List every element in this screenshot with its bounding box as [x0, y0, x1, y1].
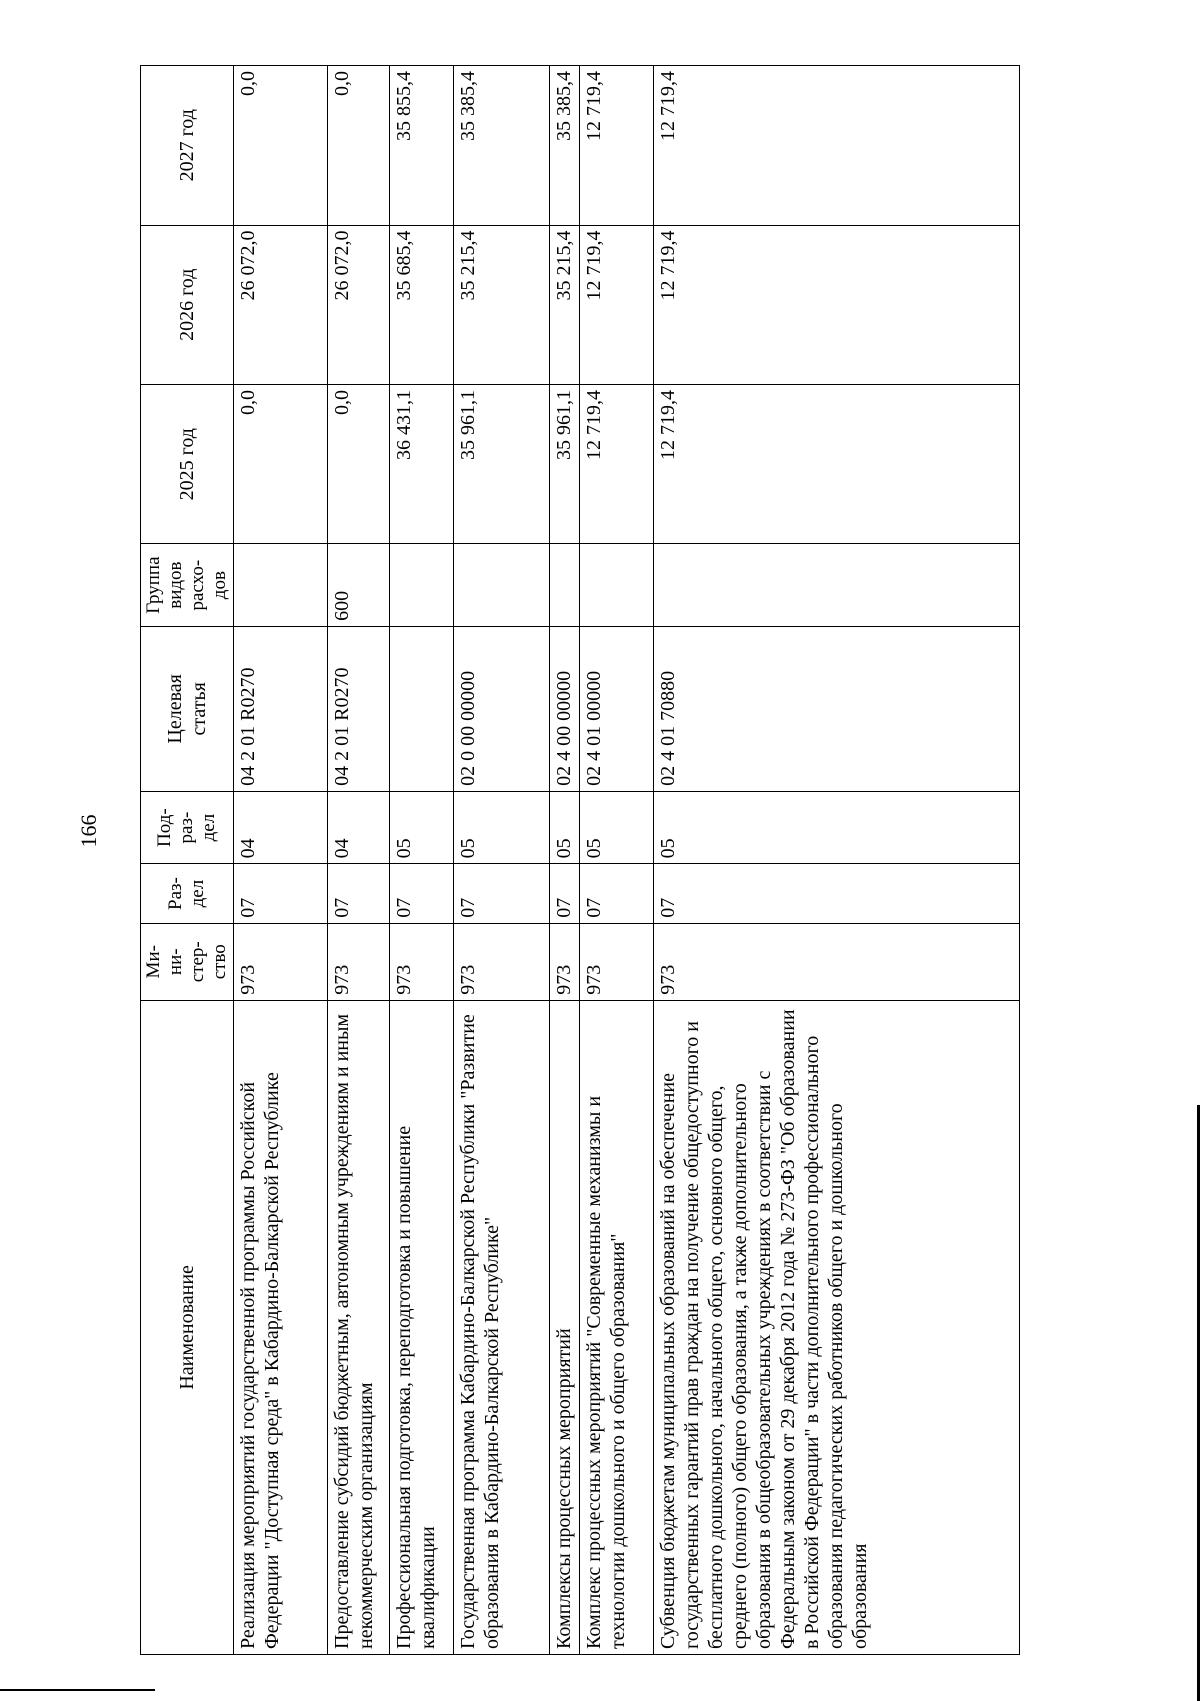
cell-2025: 12 719,4	[654, 384, 1020, 543]
table-row	[454, 66, 550, 1655]
table-row	[390, 66, 454, 1655]
cell-podrazdel: 05	[654, 791, 1020, 864]
header-razdel: Раз- дел	[141, 864, 234, 923]
cell-expense-group	[234, 544, 328, 626]
cell-expense-group	[550, 544, 580, 626]
cell-expense-group	[580, 544, 654, 626]
cell-razdel: 07	[550, 864, 580, 923]
table-row	[234, 66, 328, 1655]
cell-2026: 35 685,4	[390, 225, 454, 384]
cell-2026: 35 215,4	[550, 225, 580, 384]
cell-target-article: 02 4 01 00000	[580, 626, 654, 791]
cell-razdel: 07	[580, 864, 654, 923]
table-row	[328, 66, 390, 1655]
cell-podrazdel: 05	[550, 791, 580, 864]
header-year-2026: 2026 год	[141, 225, 234, 384]
cell-target-article	[390, 626, 454, 791]
cell-2027: 35 385,4	[550, 66, 580, 226]
cell-target-article: 02 4 01 70880	[654, 626, 1020, 791]
cell-ministry: 973	[550, 923, 580, 1000]
cell-razdel: 07	[454, 864, 550, 923]
cell-target-article: 02 0 00 00000	[454, 626, 550, 791]
cell-podrazdel: 05	[580, 791, 654, 864]
header-expense-group: Группа видов расхо- дов	[141, 544, 234, 626]
cell-name: Государственная программа Кабардино-Балкарской Республики "Развитие образования в Кабардино-Балкарской Республике"	[454, 1000, 550, 1654]
scan-corner-line	[0, 1689, 155, 1691]
cell-name: Реализация мероприятий государственной программы Российской Федерации "Доступная среда" в Кабардино-Балкарской Республике	[234, 1000, 328, 1654]
cell-name: Субвенция бюджетам муниципальных образований на обеспечение государственных гарантий прав граждан на получение общедоступного и бесплатного дошкольного, начального общего, основного общего, среднего (полного) общего образования, а также дополнительного образования в общеобразовательных учреждениях в соответствии с Федеральным законом от 29 декабря 2012 года № 273-ФЗ "Об образовании в Российской Федерации" в части дополнительного профессионального образования педагогических работников общего и дошкольного образования	[654, 1000, 1020, 1654]
cell-2027: 0,0	[328, 66, 390, 226]
cell-name: Комплекс процессных мероприятий "Современные механизмы и технологии дошкольного и общего образования"	[580, 1000, 654, 1654]
cell-ministry: 973	[454, 923, 550, 1000]
cell-razdel: 07	[654, 864, 1020, 923]
table-row	[550, 66, 580, 1655]
cell-expense-group	[654, 544, 1020, 626]
cell-podrazdel: 05	[454, 791, 550, 864]
cell-2027: 12 719,4	[580, 66, 654, 226]
header-target-article: Целевая статья	[141, 626, 234, 791]
header-ministry: Ми- ни- стер- ство	[141, 923, 234, 1000]
cell-name: Комплексы процессных мероприятий	[550, 1000, 580, 1654]
cell-2025: 35 961,1	[550, 384, 580, 543]
cell-2025: 35 961,1	[454, 384, 550, 543]
cell-2026: 26 072,0	[234, 225, 328, 384]
cell-expense-group: 600	[328, 544, 390, 626]
rotated-page-content	[140, 65, 1080, 1655]
cell-name: Предоставление субсидий бюджетным, автономным учреждениям и иным некоммерческим организациям	[328, 1000, 390, 1654]
cell-podrazdel: 04	[234, 791, 328, 864]
cell-2026: 26 072,0	[328, 225, 390, 384]
page-number: 166	[76, 814, 101, 848]
cell-2027: 0,0	[234, 66, 328, 226]
cell-2025: 0,0	[328, 384, 390, 543]
table-header-row	[141, 66, 234, 1655]
header-podrazdel: Под- раз- дел	[141, 791, 234, 864]
cell-podrazdel: 05	[390, 791, 454, 864]
cell-target-article: 04 2 01 R0270	[328, 626, 390, 791]
cell-target-article: 02 4 00 00000	[550, 626, 580, 791]
cell-ministry: 973	[234, 923, 328, 1000]
cell-2027: 12 719,4	[654, 66, 1020, 226]
cell-ministry: 973	[654, 923, 1020, 1000]
table-row	[654, 66, 1020, 1655]
cell-2025: 0,0	[234, 384, 328, 543]
cell-expense-group	[454, 544, 550, 626]
header-year-2025: 2025 год	[141, 384, 234, 543]
cell-ministry: 973	[390, 923, 454, 1000]
cell-name: Профессиональная подготовка, переподготовка и повышение квалификации	[390, 1000, 454, 1654]
cell-ministry: 973	[328, 923, 390, 1000]
cell-2027: 35 385,4	[454, 66, 550, 226]
cell-2025: 36 431,1	[390, 384, 454, 543]
cell-2027: 35 855,4	[390, 66, 454, 226]
cell-2026: 12 719,4	[580, 225, 654, 384]
cell-target-article: 04 2 01 R0270	[234, 626, 328, 791]
cell-expense-group	[390, 544, 454, 626]
cell-podrazdel: 04	[328, 791, 390, 864]
table-row	[580, 66, 654, 1655]
cell-2025: 12 719,4	[580, 384, 654, 543]
cell-razdel: 07	[328, 864, 390, 923]
budget-table	[140, 65, 1020, 1655]
cell-razdel: 07	[390, 864, 454, 923]
cell-ministry: 973	[580, 923, 654, 1000]
cell-razdel: 07	[234, 864, 328, 923]
header-year-2027: 2027 год	[141, 66, 234, 226]
header-name: Наименование	[141, 1000, 234, 1654]
cell-2026: 12 719,4	[654, 225, 1020, 384]
cell-2026: 35 215,4	[454, 225, 550, 384]
